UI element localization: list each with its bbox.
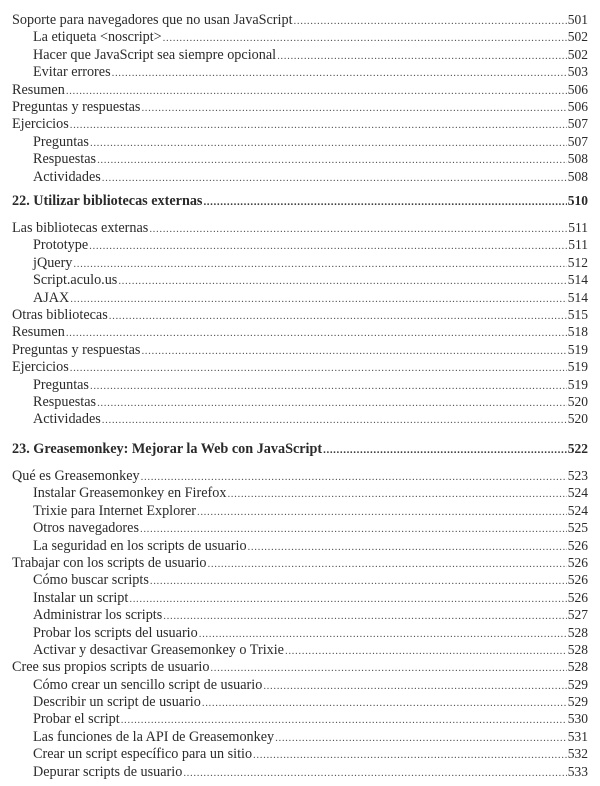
dot-leader xyxy=(208,556,567,573)
toc-entry-title: Instalar un script xyxy=(33,589,129,606)
toc-subentry[interactable] xyxy=(12,571,588,588)
dot-leader xyxy=(150,573,567,590)
dot-leader xyxy=(141,469,567,486)
toc-entry[interactable] xyxy=(12,341,588,358)
toc-entry-page: 508 xyxy=(567,151,588,167)
toc-section-chapter-21-end xyxy=(12,11,588,185)
toc-entry-title: Prototype xyxy=(33,237,89,254)
toc-entry[interactable] xyxy=(12,115,588,132)
toc-entry-page: 523 xyxy=(567,468,588,483)
toc-entry-page: 529 xyxy=(567,676,588,692)
toc-subentry[interactable] xyxy=(12,693,588,710)
dot-leader xyxy=(285,643,567,660)
toc-subentry[interactable] xyxy=(12,589,588,606)
toc-subentry[interactable] xyxy=(12,28,588,45)
toc-entry-title: Script.aculo.us xyxy=(33,272,118,289)
dot-leader xyxy=(183,765,566,782)
toc-entry-page: 518 xyxy=(567,324,588,340)
toc-entry[interactable] xyxy=(12,554,588,571)
toc-entry[interactable] xyxy=(12,81,588,98)
toc-subentry[interactable] xyxy=(12,763,588,780)
chapter-22-heading-wrap xyxy=(12,192,588,209)
toc-entry-title: Otros navegadores xyxy=(33,520,139,537)
toc-entry-page: 520 xyxy=(567,411,588,427)
toc-entry-title: La seguridad en los scripts de usuario xyxy=(33,537,247,554)
toc-entry-title: Actividades xyxy=(33,411,101,428)
toc-entry-page: 506 xyxy=(567,98,588,114)
toc-subentry[interactable] xyxy=(12,676,588,693)
toc-entry-title: Ejercicios xyxy=(12,359,69,376)
toc-subentry[interactable] xyxy=(12,410,588,427)
toc-subentry[interactable] xyxy=(12,710,588,727)
toc-entry-page: 528 xyxy=(567,659,588,675)
toc-entry-title: Depurar scripts de usuario xyxy=(33,763,183,780)
dot-leader xyxy=(73,256,566,273)
toc-entry-title: Preguntas y respuestas xyxy=(12,98,141,115)
dot-leader xyxy=(202,695,567,712)
dot-leader xyxy=(129,591,566,608)
toc-entry-title: Probar el script xyxy=(33,711,120,728)
toc-entry-page: 527 xyxy=(567,607,588,623)
toc-entry-page: 533 xyxy=(567,763,588,779)
dot-leader xyxy=(275,730,567,747)
toc-entry-title: Otras bibliotecas xyxy=(12,306,108,323)
toc-entry-page: 503 xyxy=(567,64,588,80)
toc-entry[interactable] xyxy=(12,98,588,115)
dot-leader xyxy=(66,83,567,100)
toc-entry-title: Resumen xyxy=(12,324,65,341)
dot-leader xyxy=(294,13,567,30)
toc-entry[interactable] xyxy=(12,219,588,236)
dot-leader xyxy=(109,308,567,325)
toc-entry-page: 515 xyxy=(567,306,588,322)
toc-entry-title: Cree sus propios scripts de usuario xyxy=(12,659,210,676)
chapter-heading[interactable] xyxy=(12,192,588,209)
toc-entry[interactable] xyxy=(12,11,588,28)
toc-entry-title: La etiqueta <noscript> xyxy=(33,29,162,46)
dot-leader xyxy=(102,412,567,429)
dot-leader xyxy=(90,135,567,152)
toc-entry-title: Las bibliotecas externas xyxy=(12,220,149,236)
toc-entry[interactable] xyxy=(12,358,588,375)
toc-entry-page: 531 xyxy=(567,728,588,744)
toc-entry-title: Trabajar con los scripts de usuario xyxy=(12,554,207,571)
toc-section-chapter-22 xyxy=(12,219,588,428)
toc-subentry[interactable] xyxy=(12,63,588,80)
dot-leader xyxy=(199,626,567,643)
toc-entry-title: Hacer que JavaScript sea siempre opcional xyxy=(33,46,277,63)
dot-leader xyxy=(210,660,566,677)
toc-section-chapter-23 xyxy=(12,467,588,780)
toc-entry-page: 526 xyxy=(567,554,588,570)
toc-entry-page: 502 xyxy=(567,29,588,45)
toc-entry-title: Describir un script de usuario xyxy=(33,694,201,711)
toc-subentry[interactable] xyxy=(12,745,588,762)
toc-entry-page: 528 xyxy=(567,624,588,640)
toc-entry-title: Respuestas xyxy=(33,151,97,168)
toc-entry-title: 22. Utilizar bibliotecas externas xyxy=(12,193,203,209)
toc-entry[interactable] xyxy=(12,658,588,675)
toc-entry-title: Preguntas xyxy=(33,376,89,393)
dot-leader xyxy=(141,100,566,117)
toc-entry-title: Evitar errores xyxy=(33,64,111,81)
toc-subentry[interactable] xyxy=(12,537,588,554)
toc-entry-page: 526 xyxy=(567,589,588,605)
toc-entry-page: 532 xyxy=(567,746,588,762)
toc-entry-title: AJAX xyxy=(33,289,70,306)
toc-subentry[interactable] xyxy=(12,484,588,501)
toc-entry-page: 514 xyxy=(567,272,588,288)
toc-entry-title: Soporte para navegadores que no usan JavaScript xyxy=(12,12,293,28)
toc-entry-page: 507 xyxy=(567,116,588,132)
toc-entry-page: 526 xyxy=(567,572,588,588)
toc-entry-page: 525 xyxy=(567,520,588,536)
dot-leader xyxy=(97,395,567,412)
toc-entry-page: 511 xyxy=(568,237,588,253)
dot-leader xyxy=(70,291,566,308)
dot-leader xyxy=(149,221,567,238)
dot-leader xyxy=(70,360,567,377)
dot-leader xyxy=(253,747,567,764)
toc-subentry[interactable] xyxy=(12,393,588,410)
chapter-heading[interactable] xyxy=(12,440,588,457)
toc-subentry[interactable] xyxy=(12,624,588,641)
dot-leader xyxy=(248,539,567,556)
toc-subentry[interactable] xyxy=(12,606,588,623)
toc-entry-page: 506 xyxy=(567,81,588,97)
toc-subentry[interactable] xyxy=(12,254,588,271)
dot-leader xyxy=(66,325,567,342)
toc-entry-page: 510 xyxy=(567,193,588,208)
toc-entry-title: Respuestas xyxy=(33,393,97,410)
dot-leader xyxy=(97,152,567,169)
toc-subentry[interactable] xyxy=(12,376,588,393)
toc-entry[interactable] xyxy=(12,467,588,484)
toc-entry-page: 514 xyxy=(567,289,588,305)
toc-entry-page: 501 xyxy=(567,12,588,27)
dot-leader xyxy=(89,238,567,255)
toc-entry-title: Ejercicios xyxy=(12,116,69,133)
toc-entry-page: 520 xyxy=(567,393,588,409)
dot-leader xyxy=(263,678,566,695)
toc-entry-page: 519 xyxy=(567,341,588,357)
toc-entry-title: Cómo crear un sencillo script de usuario xyxy=(33,676,263,693)
dot-leader xyxy=(140,521,567,538)
toc-subentry[interactable] xyxy=(12,168,588,185)
toc-entry-page: 519 xyxy=(567,376,588,392)
dot-leader xyxy=(203,194,566,211)
toc-subentry[interactable] xyxy=(12,150,588,167)
dot-leader xyxy=(163,30,567,47)
toc-entry-page: 529 xyxy=(567,694,588,710)
toc-entry-page: 530 xyxy=(567,711,588,727)
dot-leader xyxy=(197,504,567,521)
toc-entry-title: Resumen xyxy=(12,81,65,98)
toc-entry-page: 524 xyxy=(567,502,588,518)
dot-leader xyxy=(277,48,567,65)
toc-entry[interactable] xyxy=(12,323,588,340)
chapter-23-heading-wrap xyxy=(12,440,588,457)
toc-entry-page: 519 xyxy=(567,359,588,375)
toc-entry-title: Las funciones de la API de Greasemonkey xyxy=(33,728,275,745)
dot-leader xyxy=(90,378,567,395)
toc-entry-page: 512 xyxy=(567,254,588,270)
toc-entry[interactable] xyxy=(12,306,588,323)
toc-entry-title: Preguntas xyxy=(33,133,89,150)
toc-entry-page: 524 xyxy=(567,485,588,501)
toc-entry-page: 526 xyxy=(567,537,588,553)
toc-entry-title: Crear un script específico para un sitio xyxy=(33,746,253,763)
toc-entry-title: Administrar los scripts xyxy=(33,607,163,624)
toc-entry-page: 528 xyxy=(567,641,588,657)
toc-entry-page: 502 xyxy=(567,46,588,62)
toc-entry-title: Activar y desactivar Greasemonkey o Trixie xyxy=(33,641,284,658)
toc-subentry[interactable] xyxy=(12,641,588,658)
toc-entry-page: 508 xyxy=(567,168,588,184)
toc-subentry[interactable] xyxy=(12,133,588,150)
toc-subentry[interactable] xyxy=(12,46,588,63)
toc-subentry[interactable] xyxy=(12,728,588,745)
toc-entry-title: Actividades xyxy=(33,168,101,185)
toc-subentry[interactable] xyxy=(12,289,588,306)
dot-leader xyxy=(323,442,567,459)
toc-subentry[interactable] xyxy=(12,236,588,253)
toc-entry-page: 522 xyxy=(567,441,588,456)
toc-entry-title: Preguntas y respuestas xyxy=(12,341,141,358)
toc-entry-title: Qué es Greasemonkey xyxy=(12,468,140,484)
dot-leader xyxy=(163,608,566,625)
toc-subentry[interactable] xyxy=(12,519,588,536)
dot-leader xyxy=(112,65,567,82)
toc-entry-title: 23. Greasemonkey: Mejorar la Web con JavaScript xyxy=(12,441,323,457)
dot-leader xyxy=(102,170,567,187)
dot-leader xyxy=(141,343,566,360)
dot-leader xyxy=(227,486,566,503)
toc-subentry[interactable] xyxy=(12,271,588,288)
dot-leader xyxy=(70,117,567,134)
toc-subentry[interactable] xyxy=(12,502,588,519)
toc-entry-title: Probar los scripts del usuario xyxy=(33,624,198,641)
toc-entry-page: 511 xyxy=(568,220,588,235)
toc-entry-title: Cómo buscar scripts xyxy=(33,572,149,589)
dot-leader xyxy=(118,273,566,290)
toc-entry-title: Trixie para Internet Explorer xyxy=(33,502,196,519)
toc-entry-title: jQuery xyxy=(33,254,73,271)
toc-entry-page: 507 xyxy=(567,133,588,149)
dot-leader xyxy=(121,712,567,729)
toc-entry-title: Instalar Greasemonkey en Firefox xyxy=(33,485,227,502)
